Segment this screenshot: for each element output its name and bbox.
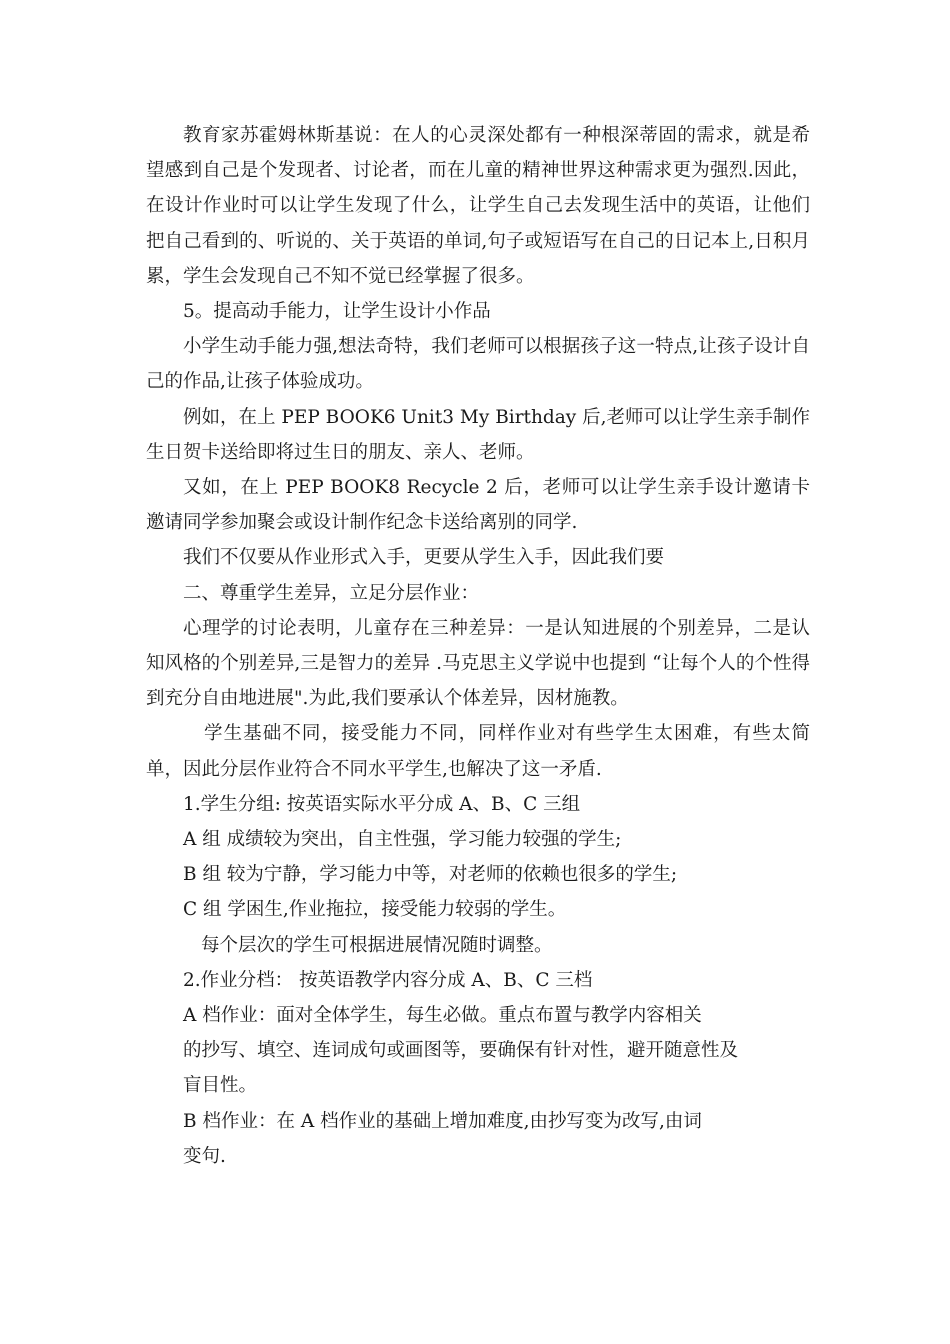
paragraph-suhomlinsky: 教育家苏霍姆林斯基说：在人的心灵深处都有一种根深蒂固的需求，就是希望感到自己是个发现者、讨论者，而在儿童的精神世界这种需求更为强烈.因此，在设计作业时可以让学生发现了什么，让学生自己去发现生活中的英语，让他们把自己看到的、听说的、关于英语的单词,句子或短语写在自己的日记本上,日积月累，学生会发现自己不知不觉已经掌握了很多。	[146, 125, 810, 287]
list-item-group-c: C 组 学困生,作业拖拉，接受能力较弱的学生。	[183, 899, 567, 921]
line-level-a-1: A 档作业：面对全体学生，每生必做。重点布置与教学内容相关	[183, 1005, 702, 1027]
paragraph-example-recycle: 又如，在上 PEP BOOK8 Recycle 2 后，老师可以让学生亲手设计邀请卡邀请同学参加聚会或设计制作纪念卡送给离别的同学.	[146, 477, 810, 534]
line-level-a-3: 盲目性。	[183, 1075, 258, 1097]
list-item-group-b: B 组 较为宁静，学习能力中等，对老师的依赖也很多的学生;	[183, 864, 678, 886]
paragraph-example-birthday: 例如，在上 PEP BOOK6 Unit3 My Birthday 后,老师可以让学生亲手制作生日贺卡送给即将过生日的朋友、亲人、老师。	[146, 406, 810, 463]
list-item-group-a: A 组 成绩较为突出，自主性强，学习能力较强的学生;	[183, 829, 622, 851]
paragraph-hands-on: 小学生动手能力强,想法奇特，我们老师可以根据孩子这一特点,让孩子设计自己的作品,让孩子体验成功。	[146, 336, 810, 393]
line-level-b-2: 变句.	[183, 1145, 226, 1167]
document-body	[146, 118, 810, 1174]
heading-item-5: 5。提高动手能力，让学生设计小作品	[183, 301, 491, 323]
paragraph-adjustment: 每个层次的学生可根据进展情况随时调整。	[201, 934, 553, 956]
paragraph-layered-homework: 学生基础不同，接受能力不同，同样作业对有些学生太困难，有些太简单，因此分层作业符合不同水平学生,也解决了这一矛盾.	[146, 723, 810, 780]
line-level-b-1: B 档作业：在 A 档作业的基础上增加难度,由抄写变为改写,由词	[183, 1110, 702, 1132]
paragraph-psychology: 心理学的讨论表明，儿童存在三种差异：一是认知进展的个别差异，二是认知风格的个别差异,三是智力的差异 .马克思主义学说中也提到 “让每个人的个性得到充分自由地进展".为此,我们要承认个体差异，因材施教。	[146, 617, 810, 710]
list-item-homework-levels: 2.作业分档： 按英语教学内容分成 A、B、C 三档	[183, 969, 593, 991]
paragraph-transition: 我们不仅要从作业形式入手，更要从学生入手，因此我们要	[183, 547, 665, 569]
list-item-grouping: 1.学生分组: 按英语实际水平分成 A、B、C 三组	[183, 793, 581, 815]
section-heading-two: 二、尊重学生差异，立足分层作业：	[183, 582, 480, 604]
line-level-a-2: 的抄写、填空、连词成句或画图等，要确保有针对性，避开随意性及	[183, 1040, 739, 1062]
